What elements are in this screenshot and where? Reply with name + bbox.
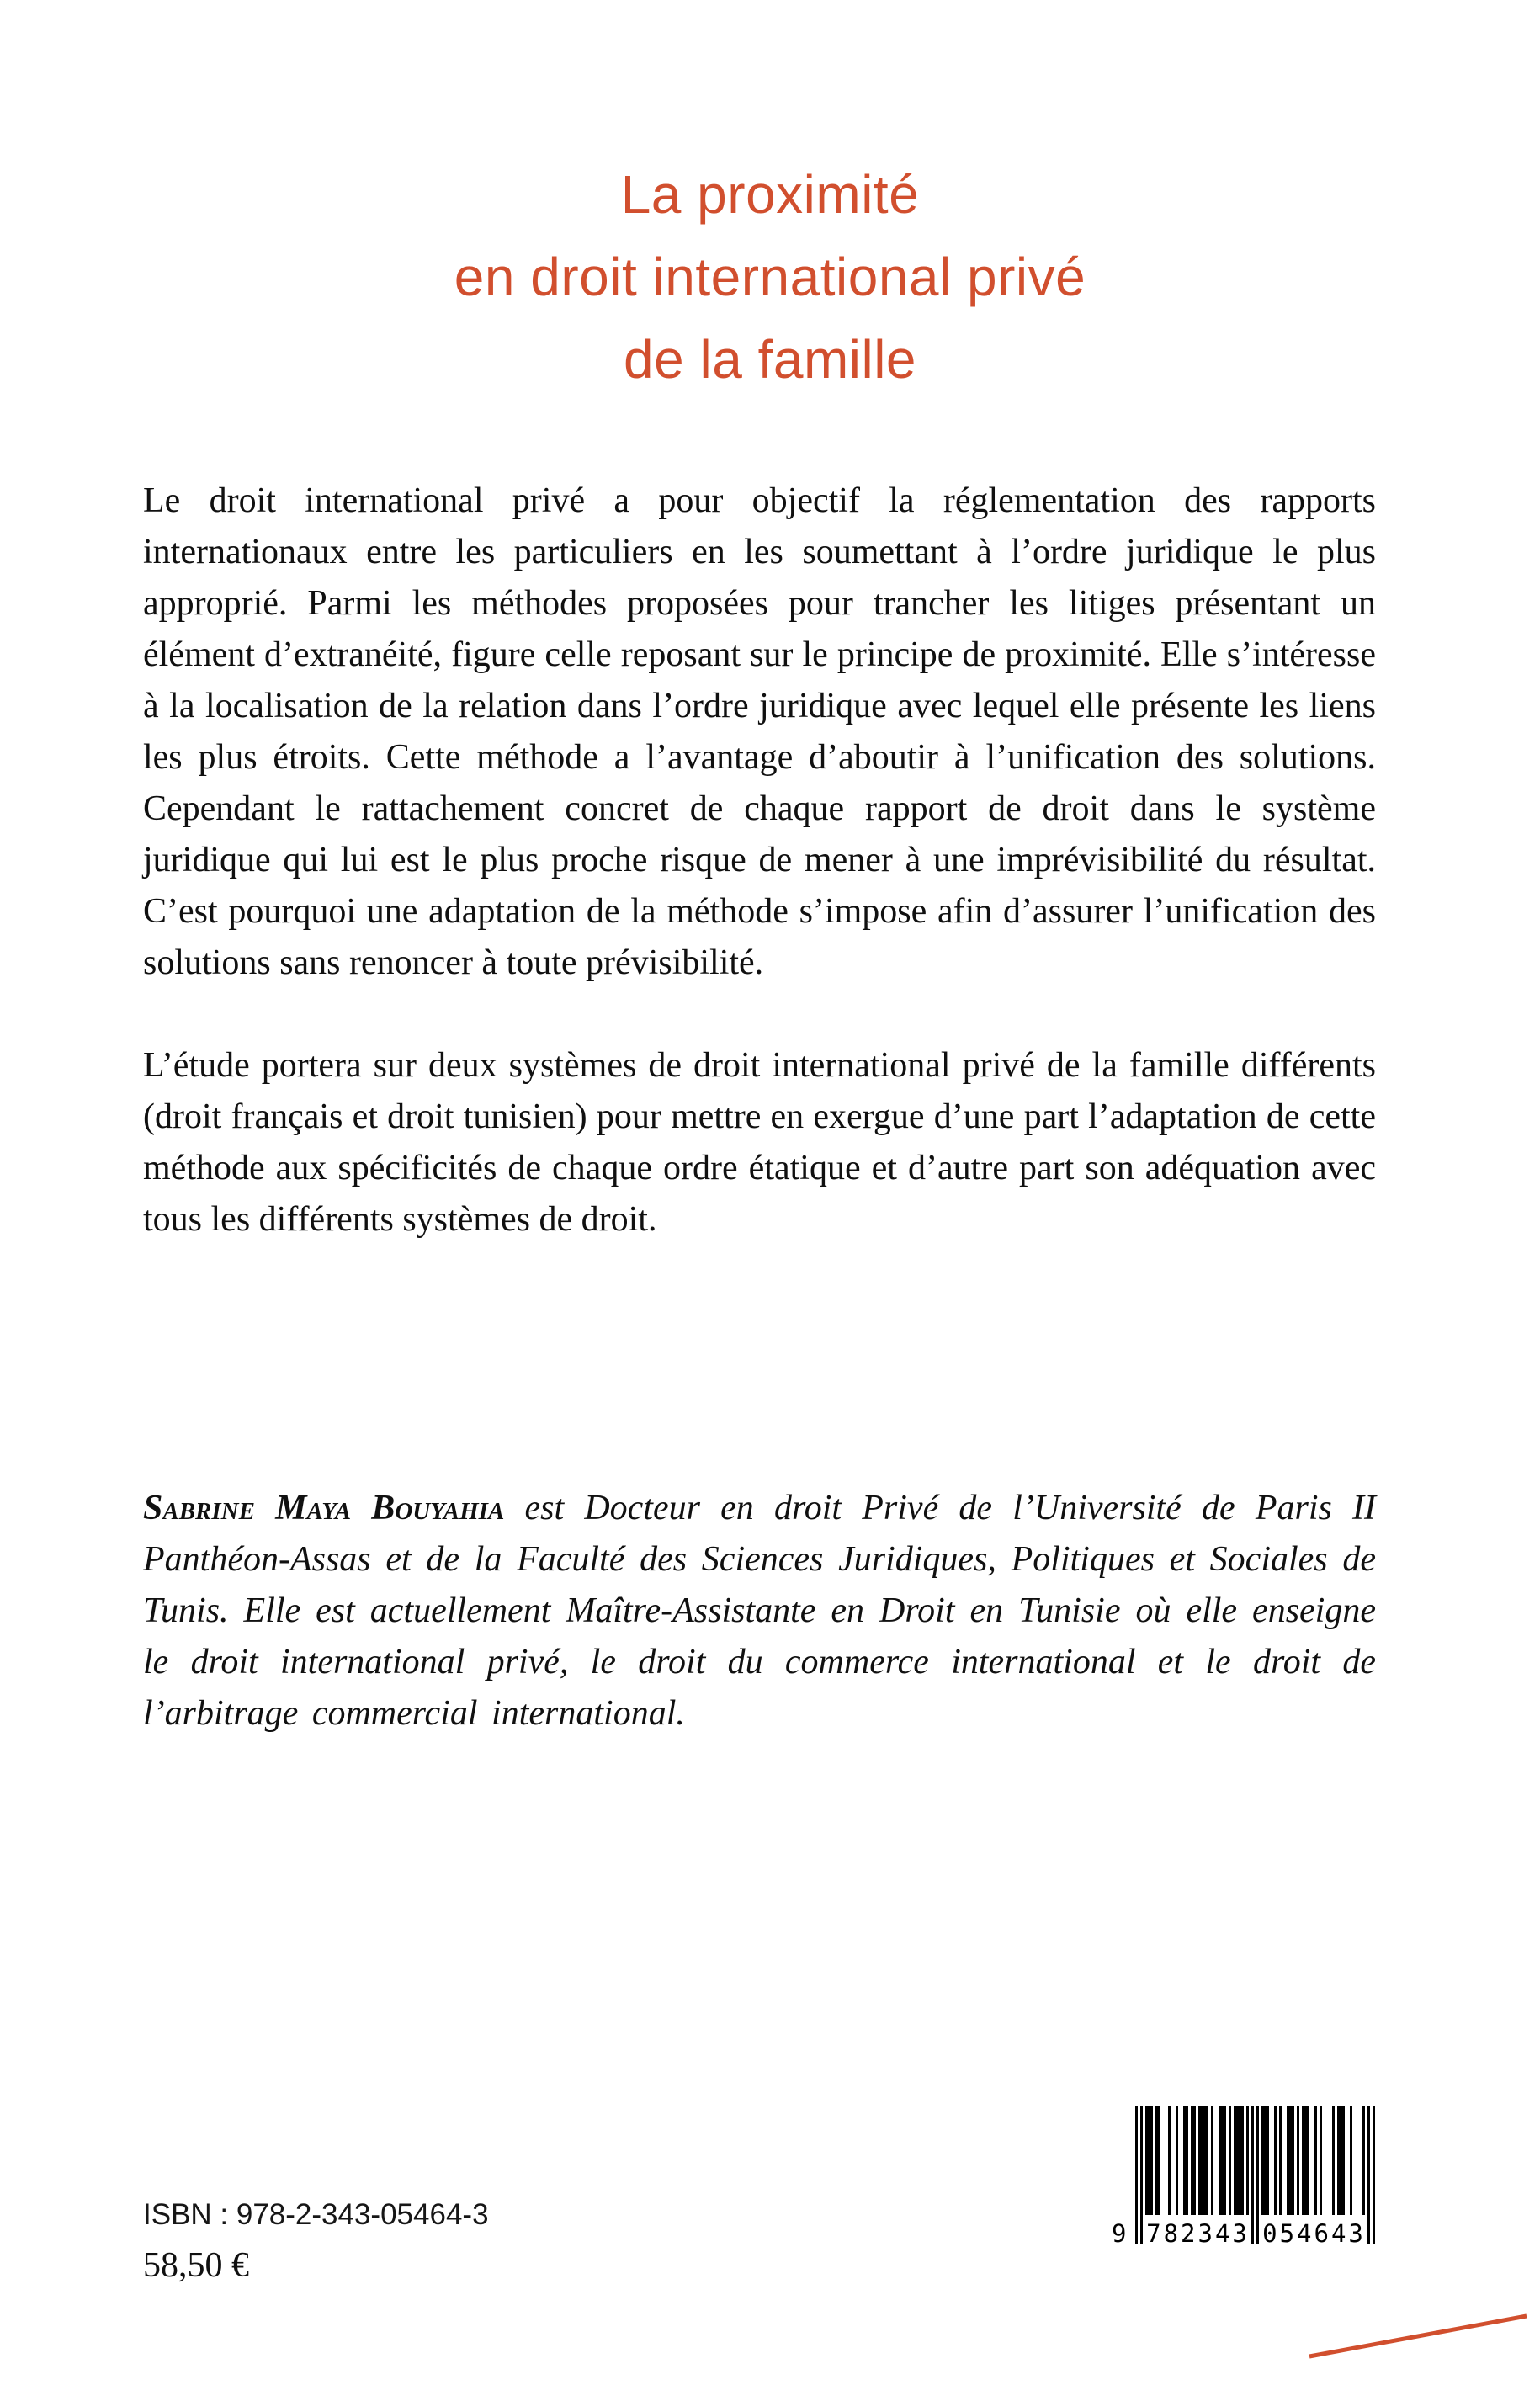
back-cover-blurb — [143, 475, 1376, 1246]
blurb-paragraph-1: Le droit international privé a pour objectif la réglementation des rapports internationaux entre les particuliers en les soumettant à l’ordre juridique le plus approprié. Parmi les méthodes proposées pour trancher les litiges présentant un élément d’extranéité, figure celle reposant sur le principe de proximité. Elle s’intéresse à la localisation de la relation dans l’ordre juridique avec lequel elle présente les liens les plus étroits. Cette méthode a l’avantage d’aboutir à l’unification des solutions. Cependant le rattachement concret de chaque rapport de droit dans le système juridique qui lui est le plus proche risque de mener à une imprévisibilité du résultat. C’est pourquoi une adaptation de la méthode s’impose afin d’assurer l’unification des solutions sans renoncer à toute prévisibilité. — [143, 481, 1376, 982]
corner-accent-line — [1306, 2308, 1533, 2361]
author-bio-text: est Docteur en droit Privé de l’Université de Paris II Panthéon-Assas et de la Faculté des Sciences Juridiques, Politiques et Sociales de Tunis. Elle est actuellement Maître-Assistante en Droit en Tunisie où elle enseigne le droit international privé, le droit du commerce international et le droit de l’arbitrage commercial international. — [143, 1489, 1376, 1733]
title-line-3: de la famille — [624, 329, 916, 390]
title-line-1: La proximité — [620, 164, 920, 225]
barcode — [1112, 2106, 1375, 2248]
barcode-digits-right: 054643 — [1261, 2220, 1367, 2247]
book-title — [0, 153, 1540, 401]
isbn-label: ISBN : 978-2-343-05464-3 — [143, 2198, 489, 2231]
blurb-paragraph-2: L’étude portera sur deux systèmes de droit international privé de la famille différents (droit français et droit tunisien) pour mettre en exergue d’une part l’adaptation de cette méthode aux spécificités de chaque ordre étatique et d’autre part son adéquation avec tous les différents systèmes de droit. — [143, 1046, 1376, 1239]
author-bio — [143, 1483, 1376, 1740]
price-label: 58,50 € — [143, 2246, 249, 2285]
author-name: Sabrine Maya Bouyahia — [143, 1489, 505, 1527]
title-line-2: en droit international privé — [454, 247, 1086, 307]
barcode-digits-left: 782343 — [1144, 2220, 1251, 2247]
barcode-digit-first: 9 — [1112, 2219, 1127, 2248]
